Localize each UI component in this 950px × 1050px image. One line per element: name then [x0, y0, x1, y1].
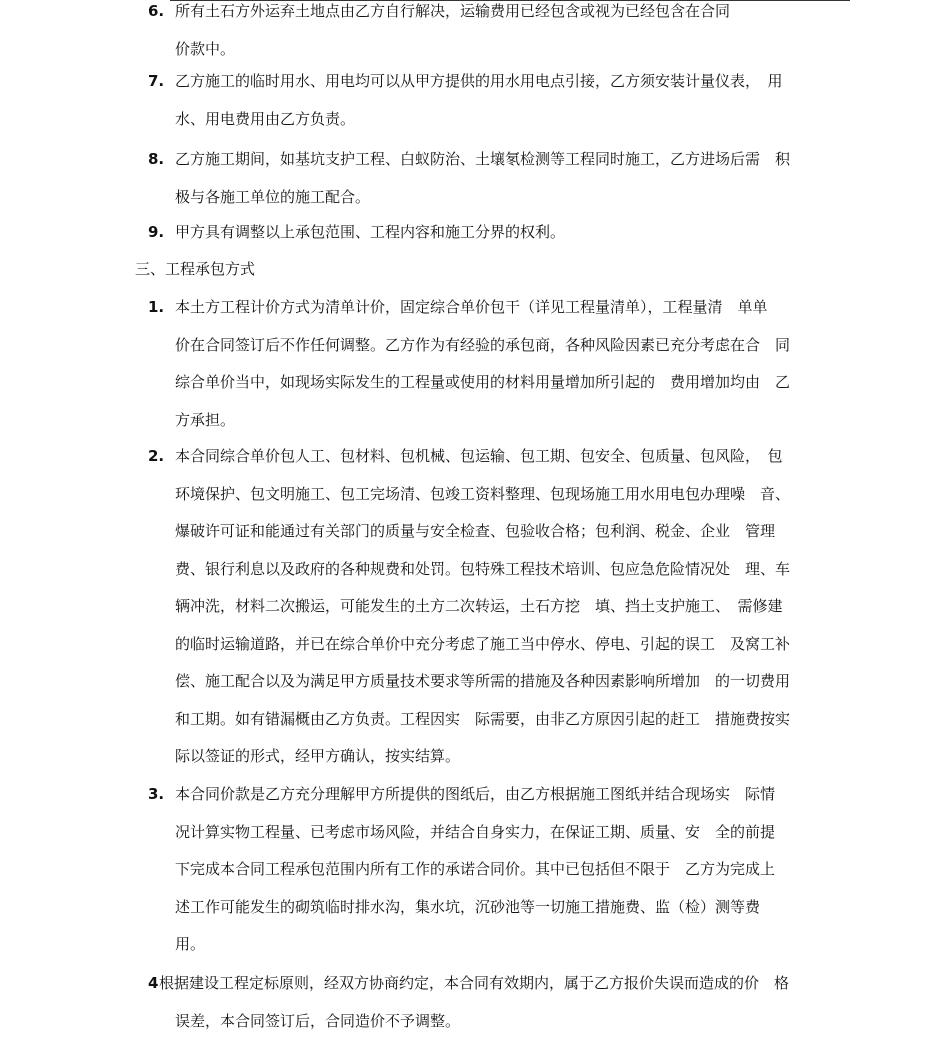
item-line: 爆破许可证和能通过有关部门的质量与安全检查、包验收合格；包利润、税金、企业 管理 [175, 522, 776, 540]
list-item [148, 63, 850, 138]
list-item [148, 438, 850, 776]
item-line: 水、用电费用由乙方负责。 [175, 109, 356, 128]
item-line: 极与各施工单位的施工配合。 [175, 187, 371, 206]
item-number: 9. [148, 223, 165, 241]
section-heading: 三、工程承包方式 [135, 260, 256, 278]
item-line: 根据建设工程定标原则，经双方协商约定，本合同有效期内，属于乙方报价失误而造成的价 格 [159, 974, 790, 992]
list-item [148, 289, 850, 439]
item-line: 下完成本合同工程承包范围内所有工作的承诺合同价。其中已包括但不限于 乙方为完成上 [175, 860, 776, 878]
item-number: 3. [148, 785, 165, 803]
item-number: 6. [148, 2, 165, 20]
item-line: 本合同价款是乙方充分理解甲方所提供的图纸后，由乙方根据施工图纸并结合现场实 际情 [175, 785, 776, 803]
item-line: 乙方施工期间，如基坑支护工程、白蚁防治、土壤氡检测等工程同时施工，乙方进场后需 积 [175, 150, 791, 168]
item-line: 本土方工程计价方式为清单计价，固定综合单价包干（详见工程量清单），工程量清 单单 [175, 298, 768, 316]
item-number: 4 [148, 974, 159, 992]
list-item [148, 0, 850, 68]
item-line: 辆冲洗，材料二次搬运，可能发生的土方二次转运，土石方挖 填、挡土支护施工、 需修建 [175, 597, 783, 615]
list-item [148, 141, 850, 216]
item-number: 8. [148, 150, 165, 168]
item-line: 费、银行利息以及政府的各种规费和处罚。包特殊工程技术培训、包应急危险情况处 理、车 [175, 559, 791, 578]
item-line: 际以签证的形式，经甲方确认，按实结算。 [175, 747, 461, 765]
item-line: 况计算实物工程量、已考虑市场风险，并结合自身实力，在保证工期、质量、安 全的前提 [175, 822, 776, 841]
item-line: 甲方具有调整以上承包范围、工程内容和施工分界的权利。 [175, 223, 566, 241]
item-line: 误差，本合同签订后，合同造价不予调整。 [175, 1011, 461, 1030]
item-number: 1. [148, 298, 165, 316]
item-line: 环境保护、包文明施工、包工完场清、包竣工资料整理、包现场施工用水用电包办理噪 音、 [175, 484, 791, 503]
item-line: 用。 [175, 935, 206, 953]
item-line: 述工作可能发生的砌筑临时排水沟，集水坑，沉砂池等一切施工措施费、监（检）测等费 [175, 897, 761, 916]
item-line: 综合单价当中，如现场实际发生的工程量或使用的材料用量增加所引起的 费用增加均由 乙 [175, 373, 791, 391]
item-line: 方承担。 [175, 410, 236, 429]
item-number: 2. [148, 447, 165, 465]
item-line: 偿、施工配合以及为满足甲方质量技术要求等所需的措施及各种因素影响所增加 的一切费用 [175, 672, 791, 690]
item-number: 7. [148, 72, 165, 90]
list-item [148, 214, 850, 252]
item-line: 价在合同签订后不作任何调整。乙方作为有经验的承包商，各种风险因素已充分考虑在合 同 [175, 335, 791, 354]
item-line: 和工期。如有错漏概由乙方负责。工程因实 际需要，由非乙方原因引起的赶工 措施费按实 [175, 709, 791, 728]
item-line: 本合同综合单价包人工、包材料、包机械、包运输、包工期、包安全、包质量、包风险， 包 [175, 447, 783, 465]
item-line: 的临时运输道路，并已在综合单价中充分考虑了施工当中停水、停电、引起的误工 及窝工补 [175, 634, 791, 653]
list-item [148, 776, 850, 964]
item-line: 所有土石方外运弃土地点由乙方自行解决，运输费用已经包含或视为已经包含在合同 [175, 2, 731, 20]
item-line: 乙方施工的临时用水、用电均可以从甲方提供的用水用电点引接，乙方须安装计量仪表， 用 [175, 72, 783, 90]
item-line: 价款中。 [175, 39, 236, 58]
list-item [148, 965, 850, 1040]
